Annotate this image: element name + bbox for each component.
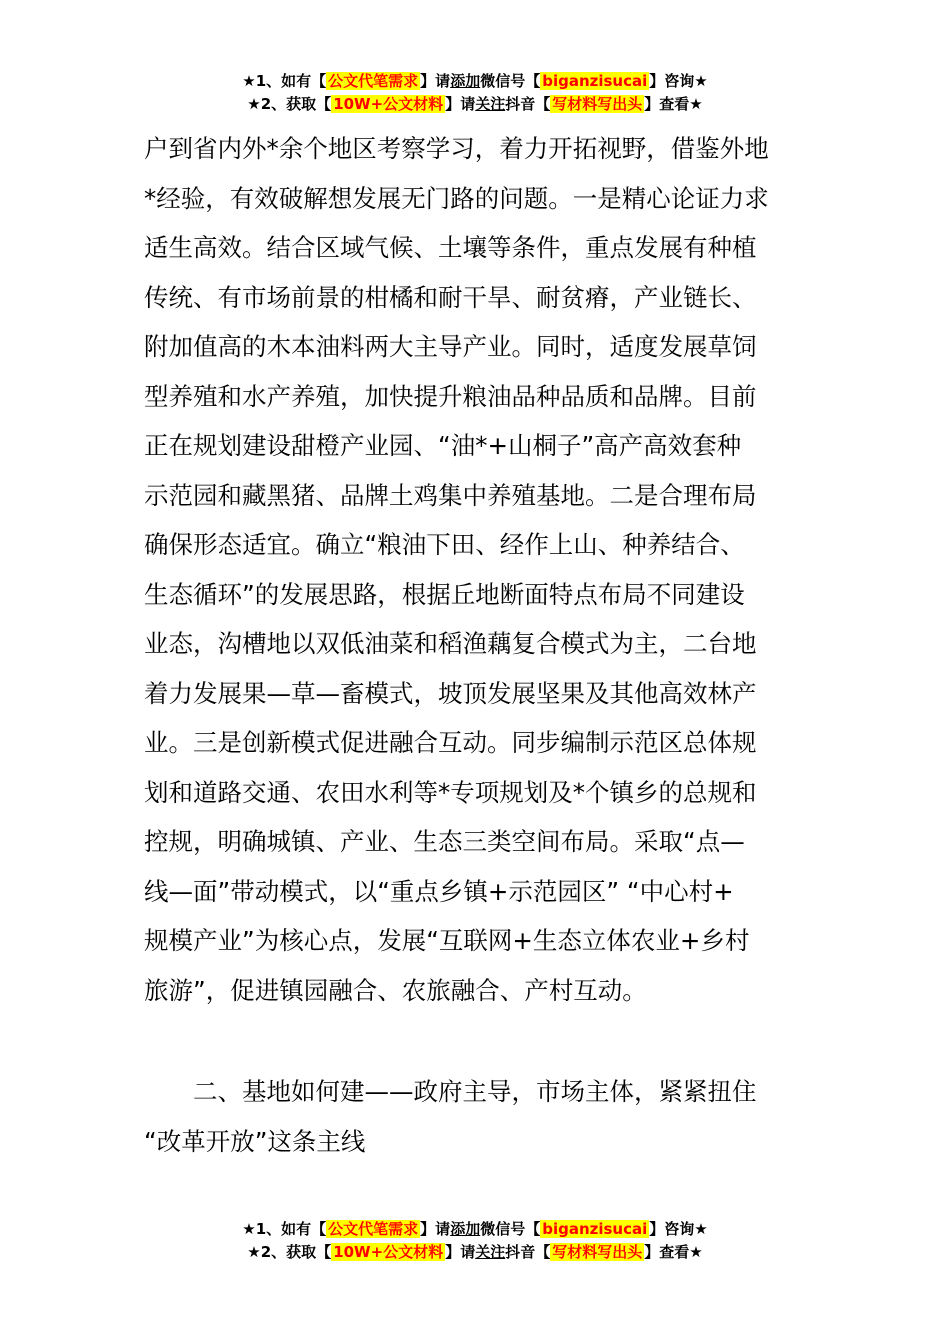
- text-line: 附加值高的木本油料两大主导产业。同时，适度发展草饲: [144, 332, 757, 361]
- text-line: 规模产业”为核心点，发展“互联网+生态立体农业+乡村: [144, 926, 750, 955]
- highlight-service: 公文代笔需求: [328, 72, 419, 90]
- text-line: 线—面”带动模式，以“重点乡镇+示范园区” “中心村+: [144, 876, 734, 906]
- text-line: *经验，有效破解想发展无门路的问题。一是精心论证力求: [144, 183, 769, 213]
- banner-text: ★2、获取【: [247, 95, 332, 113]
- banner-text: 】请: [445, 1243, 476, 1261]
- banner-text: 抖音【: [505, 95, 551, 113]
- text-line: 传统、有市场前景的柑橘和耐干旱、耐贫瘠，产业链长、: [144, 282, 757, 312]
- banner-line-2: [0, 1241, 950, 1264]
- banner-text: ★1、如有【: [242, 72, 327, 90]
- banner-text: 】咨询★: [649, 72, 708, 90]
- text-line: 业。三是创新模式促进融合互动。同步编制示范区总体规: [144, 728, 757, 757]
- highlight-wechat-id: biganzisucai: [542, 1220, 648, 1238]
- heading-line: 二、基地如何建——政府主导，市场主体，紧紧扭住: [193, 1077, 757, 1106]
- underlined-text: 关注: [475, 1243, 506, 1261]
- text-line: 确保形态适宜。确立“粮油下田、经作上山、种养结合、: [144, 530, 745, 559]
- banner-text: 抖音【: [505, 1243, 551, 1261]
- banner-text: 】请: [445, 95, 476, 113]
- banner-line-1: [0, 70, 950, 93]
- banner-text: 】查看★: [644, 1243, 703, 1261]
- text-line: 控规，明确城镇、产业、生态三类空间布局。采取“点—: [144, 827, 745, 856]
- text-line: 旅游”，促进镇园融合、农旅融合、产村互动。: [144, 975, 647, 1005]
- text-line: 正在规划建设甜橙产业园、“油*+山桐子”高产高效套种: [144, 431, 742, 460]
- banner-text: 】请: [420, 1220, 451, 1238]
- top-banner: [0, 70, 950, 116]
- underlined-text: 添加: [450, 1220, 481, 1238]
- highlight-douyin: 写材料写出头: [552, 1243, 643, 1261]
- text-line: 示范园和藏黑猪、品牌土鸡集中养殖基地。二是合理布局: [144, 480, 757, 510]
- banner-text: 】咨询★: [649, 1220, 708, 1238]
- body-paragraph: [144, 124, 809, 1015]
- banner-text: ★2、获取【: [247, 1243, 332, 1261]
- highlight-douyin: 写材料写出头: [552, 95, 643, 113]
- highlight-materials: 10W+公文材料: [333, 95, 444, 113]
- text-line: 适生高效。结合区域气候、土壤等条件，重点发展有种植: [144, 233, 757, 262]
- text-line: 业态，沟槽地以双低油菜和稻渔藕复合模式为主，二台地: [144, 629, 757, 658]
- underlined-text: 添加: [450, 72, 481, 90]
- heading-line: “改革开放”这条主线: [144, 1126, 366, 1156]
- highlight-wechat-id: biganzisucai: [542, 72, 648, 90]
- text-line: 户到省内外*余个地区考察学习，着力开拓视野，借鉴外地: [144, 134, 769, 163]
- text-line: 型养殖和水产养殖，加快提升粮油品种品质和品牌。目前: [144, 381, 757, 411]
- text-line: 生态循环”的发展思路，根据丘地断面特点布局不同建设: [144, 579, 745, 609]
- paragraph: [144, 124, 809, 1015]
- banner-text: 微信号【: [480, 1220, 541, 1238]
- bottom-banner: [0, 1218, 950, 1264]
- highlight-materials: 10W+公文材料: [333, 1243, 444, 1261]
- highlight-service: 公文代笔需求: [328, 1220, 419, 1238]
- banner-text: 】请: [420, 72, 451, 90]
- section-heading: [144, 1067, 809, 1166]
- banner-text: 微信号【: [480, 72, 541, 90]
- banner-text: ★1、如有【: [242, 1220, 327, 1238]
- banner-line-2: [0, 93, 950, 116]
- banner-text: 】查看★: [644, 95, 703, 113]
- text-line: 着力发展果—草—畜模式，坡顶发展坚果及其他高效林产: [144, 678, 757, 708]
- banner-line-1: [0, 1218, 950, 1241]
- text-line: 划和道路交通、农田水利等*专项规划及*个镇乡的总规和: [144, 777, 757, 807]
- underlined-text: 关注: [475, 95, 506, 113]
